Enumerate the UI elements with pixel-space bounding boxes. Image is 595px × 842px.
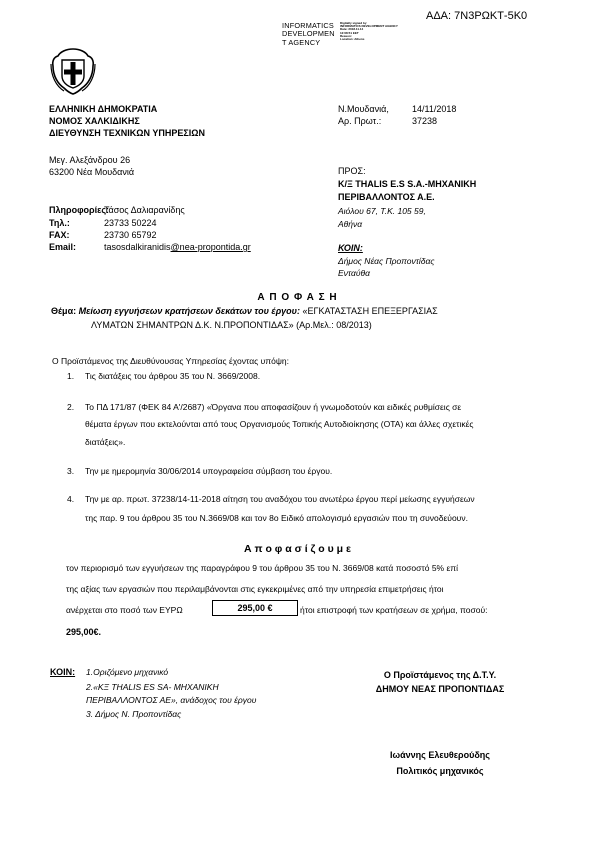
subject-project: «ΕΓΚΑΤΑΣΤΑΣΗ ΕΠΕΞΕΡΓΑΣΙΑΣ	[302, 306, 438, 316]
info-value: Τάσος Δαλιαρανίδης	[104, 205, 185, 215]
header-republic: ΕΛΛΗΝΙΚΗ ΔΗΜΟΚΡΑΤΙΑ	[49, 104, 158, 114]
cc-label: ΚΟΙΝ:	[338, 243, 363, 253]
stamp-line: DEVELOPMEN	[282, 29, 335, 39]
stamp-detail: Date: 2018.11.14	[340, 27, 364, 32]
phone-label: Τηλ.:	[49, 218, 70, 228]
stamp-line: T AGENCY	[282, 37, 321, 47]
item-text: Το ΠΔ 171/87 (ΦΕΚ 84 Α'/2687) «Όργανα που αποφασίζουν ή γνωμοδοτούν και ειδικές ρυθμίσεις σε	[85, 402, 462, 412]
cc-list-item: 3. Δήμος Ν. Προποντίδας	[86, 709, 182, 719]
cc-list-item: ΠΕΡΙΒΑΛΛΟΝΤΟΣ ΑΕ», ανάδοχος του έργου	[86, 695, 257, 705]
phone-value: 23733 50224	[104, 218, 157, 228]
info-label: Πληροφορίες:	[49, 205, 110, 215]
recipient-address-line2: Αθήνα	[338, 219, 363, 229]
greek-emblem-icon	[48, 46, 98, 96]
email-value[interactable]	[104, 242, 251, 253]
recipient-label: ΠΡΟΣ:	[338, 166, 366, 176]
email-label: Email:	[49, 242, 77, 252]
digital-signature-details	[340, 22, 398, 41]
cc-list-label: ΚΟΙΝ:	[50, 667, 76, 677]
stamp-detail: INFORMATICS DEVELOPMENT AGENCY	[340, 24, 398, 29]
recipient-name-line1: Κ/Ξ THALIS E.S S.A.-ΜΗΧΑΝΙΚΗ	[338, 179, 477, 189]
fax-value: 23730 65792	[104, 230, 157, 240]
approve-line2: της αξίας των εργασιών που περιλαμβάνονται στις εγκεκριμένες από την υπηρεσία επιμετρήσεις ήτοι	[66, 584, 444, 594]
approve-title: Α π ο φ α σ ί ζ ο υ μ ε	[244, 543, 351, 555]
item-number: 4.	[67, 494, 75, 504]
signature-title: Πολιτικός μηχανικός	[396, 766, 484, 776]
item-number: 2.	[67, 402, 75, 412]
protocol-label: Αρ. Πρωτ.:	[338, 116, 382, 126]
header-prefecture: ΝΟΜΟΣ ΧΑΛΚΙΔΙΚΗΣ	[49, 116, 140, 126]
cc-list-item: 2.«ΚΞ THALIS ES SA- ΜΗΧΑΝΙΚΗ	[86, 682, 219, 692]
email-domain-link[interactable]: @nea-propontida.gr	[170, 242, 251, 252]
subject	[51, 306, 438, 317]
signature-role: Ο Προϊστάμενος της Δ.Τ.Υ.	[383, 670, 497, 680]
cc-list-item: 1.Οριζόμενο μηχανικό	[86, 667, 169, 677]
document-date: 14/11/2018	[412, 104, 457, 114]
item-text: θέματα έργων που εκτελούνται από τους Οργανισμούς Τοπικής Αυτοδιοίκησης (ΟΤΑ) και άλλες σχετικές	[85, 419, 474, 429]
recipient-address-line1: Αιόλου 67, Τ.Κ. 105 59,	[338, 206, 426, 216]
item-number: 3.	[67, 466, 75, 476]
address-city: 63200 Νέα Μουδανιά	[49, 167, 135, 177]
recipient-name-line2: ΠΕΡΙΒΑΛΛΟΝΤΟΣ Α.Ε.	[338, 192, 435, 202]
stamp-detail: Location: Athens	[340, 37, 365, 42]
place-label: Ν.Μουδανιά,	[338, 104, 389, 114]
signature-name: Ιωάννης Ελευθερούδης	[390, 750, 490, 760]
digital-signature-stamp	[282, 22, 335, 47]
cc-locality: Ενταύθα	[338, 268, 370, 278]
item-text: Την με ημερομηνία 30/06/2014 υπογραφείσα σύμβαση του έργου.	[85, 466, 333, 476]
approve-line3-start: ανέρχεται στο ποσό των ΕΥΡΩ	[66, 605, 183, 615]
signature-organization: ΔΗΜΟΥ ΝΕΑΣ ΠΡΟΠΟΝΤΙΔΑΣ	[375, 684, 505, 694]
approve-amount: 295,00€.	[66, 627, 102, 637]
ada-number: ΑΔΑ: 7Ν3ΡΩΚΤ-5Κ0	[426, 10, 528, 22]
header-department: ΔΙΕΥΘΥΝΣΗ ΤΕΧΝΙΚΩΝ ΥΠΗΡΕΣΙΩΝ	[49, 128, 205, 138]
stamp-detail: Reason:	[340, 33, 352, 38]
address-street: Μεγ. Αλεξάνδρου 26	[49, 155, 131, 165]
item-text: Τις διατάξεις του άρθρου 35 του Ν. 3669/2008.	[85, 371, 261, 381]
subject-line2: ΛΥΜΑΤΩΝ ΣΗΜΑΝΤΡΩΝ Δ.Κ. Ν.ΠΡΟΠΟΝΤΙΔΑΣ» (Αρ.Μελ.: 08/2013)	[91, 320, 372, 330]
subject-label: Θέμα:	[51, 306, 77, 316]
item-number: 1.	[67, 371, 75, 381]
email-user: tasosdalkiranidis	[104, 242, 171, 252]
protocol-number: 37238	[412, 116, 438, 126]
subject-title: Μείωση εγγυήσεων κρατήσεων δεκάτων του έργου:	[78, 306, 300, 316]
approve-line3-end: ήτοι επιστροφή των κρατήσεων σε χρήμα, ποσού:	[300, 605, 488, 615]
item-text: Την με αρ. πρωτ. 37238/14-11-2018 αίτηση του αναδόχου του ανωτέρω έργου περί μείωσης εγγυήσεων	[85, 494, 475, 504]
decision-title: Α Π Ο Φ Α Σ Η	[257, 292, 338, 303]
approve-line1: τον περιορισμό των εγγυήσεων της παραγράφου 9 του άρθρου 35 του Ν. 3669/08 κατά ποσοστό 5% επί	[66, 563, 459, 573]
stamp-detail: 12:08:51 EET	[340, 30, 359, 35]
cc-municipality: Δήμος Νέας Προποντίδας	[338, 256, 435, 266]
intro-text: Ο Προϊστάμενος της Διευθύνουσας Υπηρεσίας έχοντας υπόψη:	[52, 356, 290, 366]
stamp-line: INFORMATICS	[282, 21, 334, 30]
item-text: της παρ. 9 του άρθρου 35 του Ν.3669/08 και τον 8ο Ειδικό απολογισμό εργασιών που τη συνοδεύουν.	[85, 513, 468, 523]
amount-box: 295,00 €	[212, 600, 298, 616]
item-text: διατάξεις».	[85, 437, 126, 447]
stamp-detail: Digitally signed by	[340, 21, 367, 25]
fax-label: FAX:	[49, 230, 70, 240]
